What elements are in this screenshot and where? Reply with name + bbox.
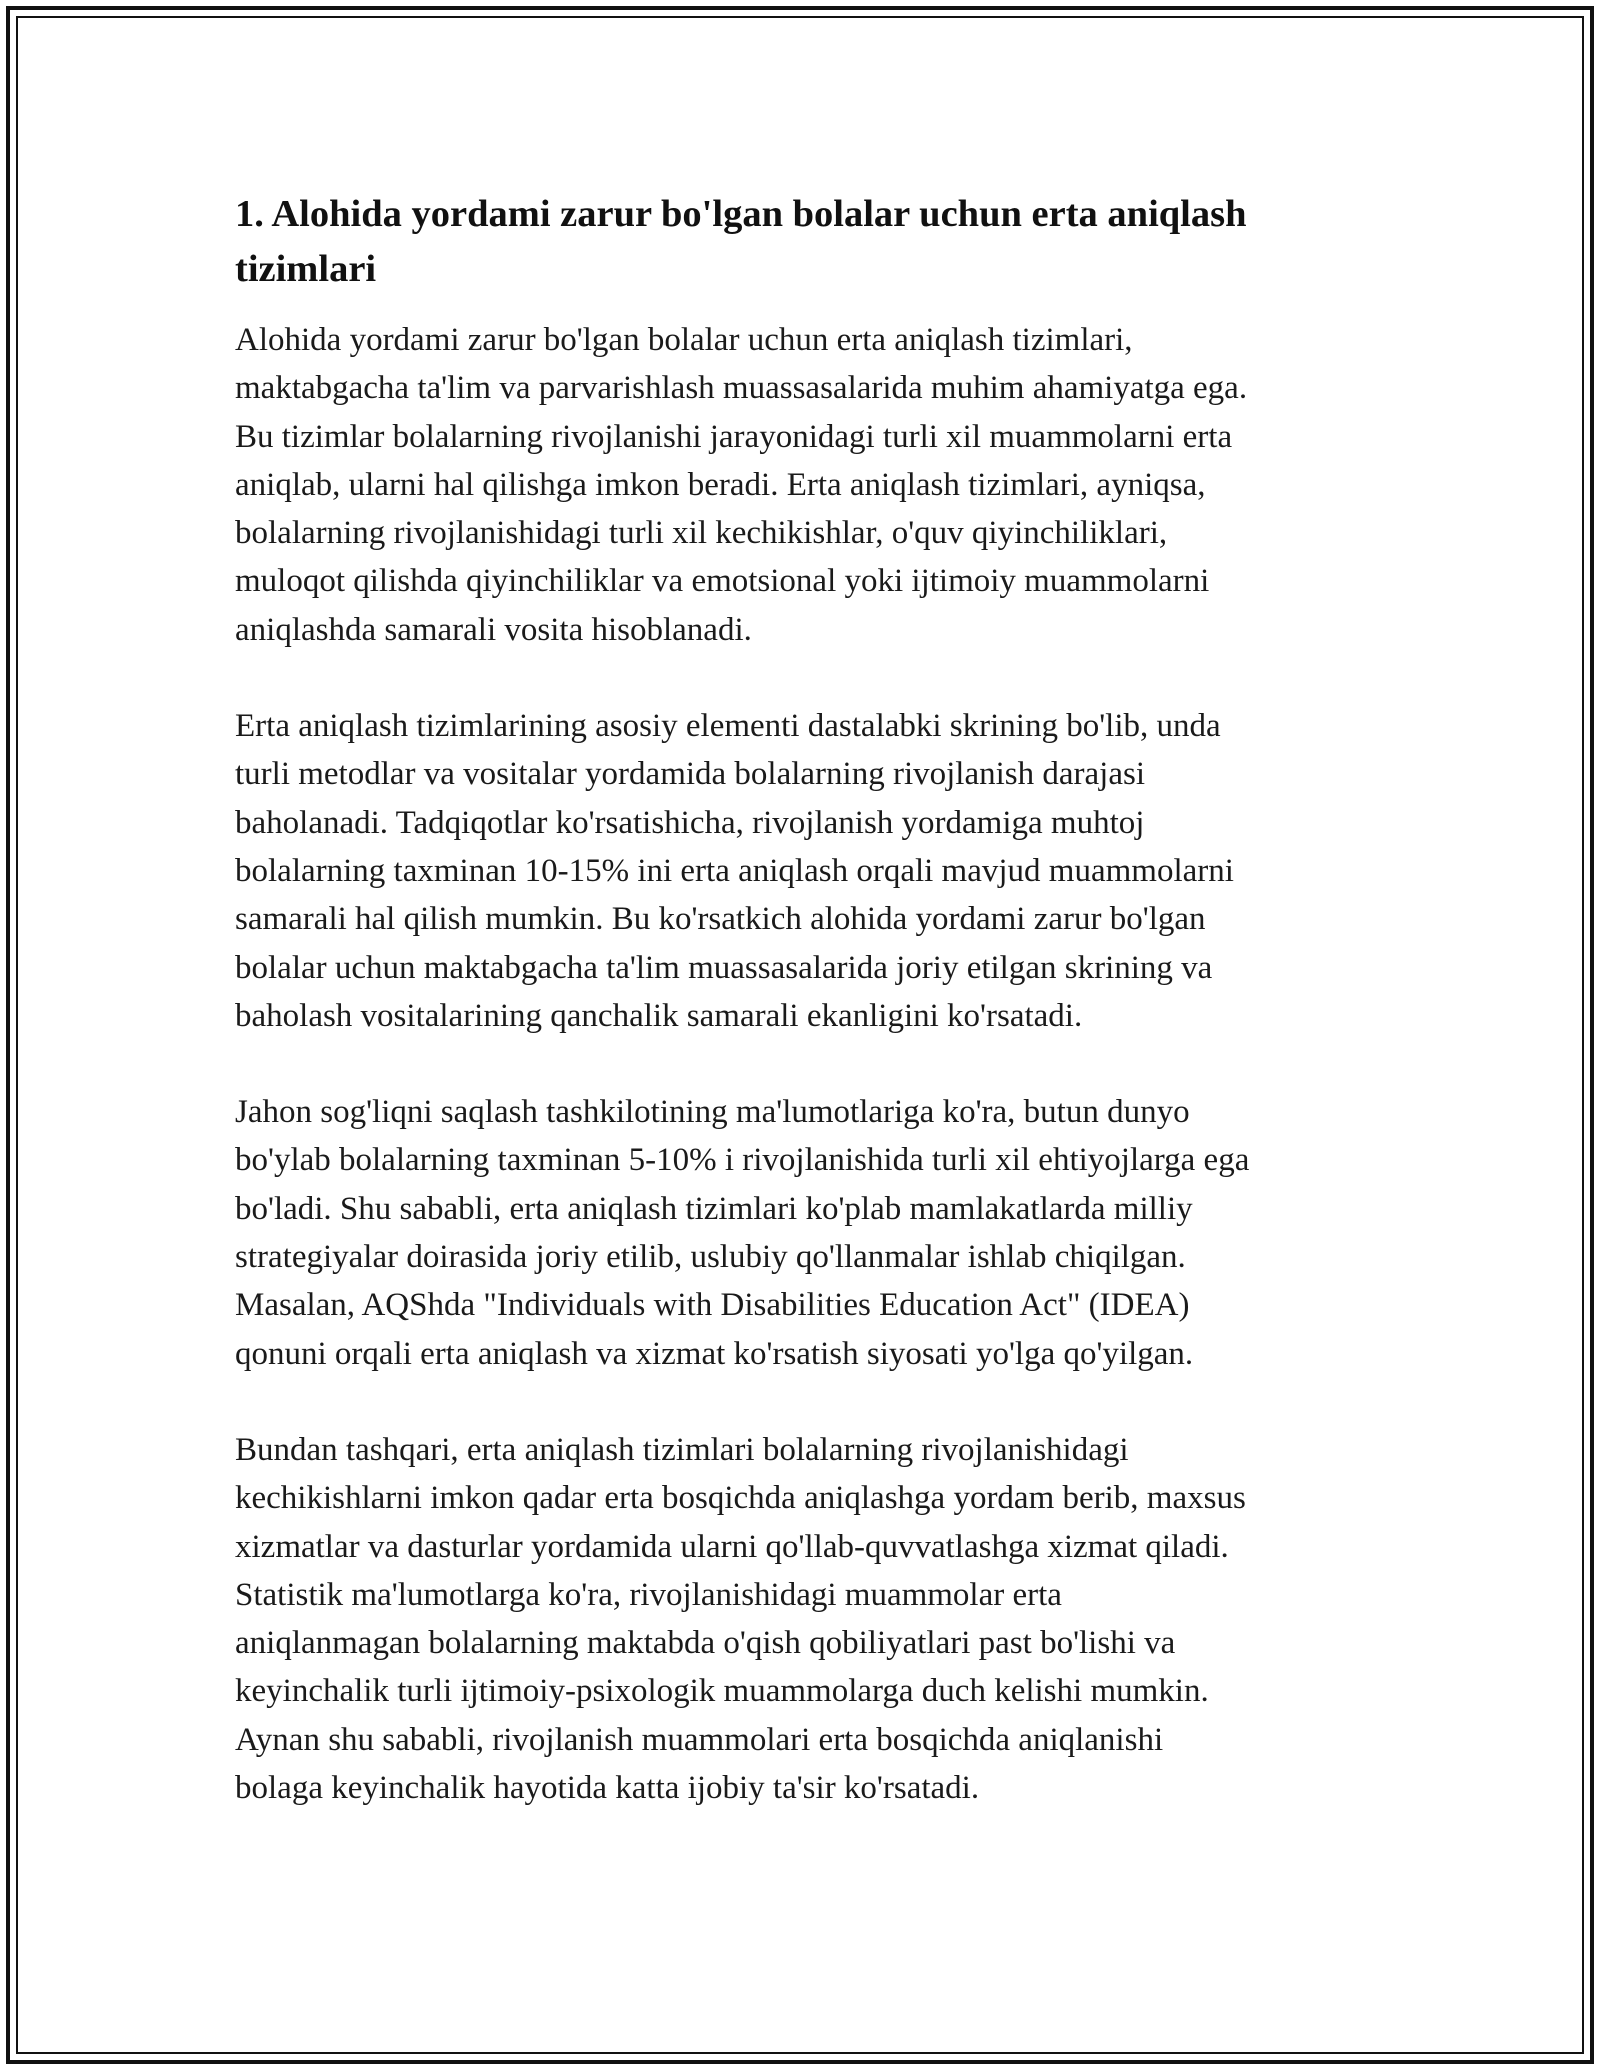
- section-heading: 1. Alohida yordami zarur bo'lgan bolalar uchun erta aniqlash tizimlari: [235, 193, 1247, 290]
- paragraph-3: Jahon sog'liqni saqlash tashkilotining ma'lumotlariga ko'ra, butun dunyo bo'ylab bolalarning taxminan 5-10% i rivojlanishida turli xil ehtiyojlarga ega bo'ladi. Shu sababli, erta aniqlash tizimlari ko'plab mamlakatlarda milliy strategiyalar doirasida joriy etilib, uslubiy qo'llanmalar ishlab chiqilgan. Masalan, AQShda "Individuals with Disabilities Education Act" (IDEA) qonuni orqali erta aniqlash va xizmat ko'rsatish siyosati yo'lga qo'yilgan.: [235, 1094, 1250, 1372]
- paragraph-1: Alohida yordami zarur bo'lgan bolalar uchun erta aniqlash tizimlari, maktabgacha ta'lim va parvarishlash muassasalarida muhim ahamiyatga ega. Bu tizimlar bolalarning rivojlanishi jarayonidagi turli xil muammolarni erta aniqlab, ularni hal qilishga imkon beradi. Erta aniqlash tizimlari, ayniqsa, bolalarning rivojlanishidagi turli xil kechikishlar, o'quv qiyinchiliklari, muloqot qilishda qiyinchiliklar va emotsional yoki ijtimoiy muammolarni aniqlashda samarali vosita hisoblanadi.: [235, 322, 1248, 648]
- document-content: [235, 187, 1375, 1860]
- paragraph-4: Bundan tashqari, erta aniqlash tizimlari bolalarning rivojlanishidagi kechikishlarni imkon qadar erta bosqichda aniqlashga yordam berib, maxsus xizmatlar va dasturlar yordamida ularni qo'llab-quvvatlashga xizmat qiladi. Statistik ma'lumotlarga ko'ra, rivojlanishidagi muammolar erta aniqlanmagan bolalarning maktabda o'qish qobiliyatlari past bo'lishi va keyinchalik turli ijtimoiy-psixologik muammolarga duch kelishi mumkin. Aynan shu sababli, rivojlanish muammolari erta bosqichda aniqlanishi bolaga keyinchalik hayotida katta ijobiy ta'sir ko'rsatadi.: [235, 1431, 1246, 1807]
- paragraph-2: Erta aniqlash tizimlarining asosiy elementi dastalabki skrining bo'lib, unda turli metodlar va vositalar yordamida bolalarning rivojlanish darajasi baholanadi. Tadqiqotlar ko'rsatishicha, rivojlanish yordamiga muhtoj bolalarning taxminan 10-15% ini erta aniqlash orqali mavjud muammolarni samarali hal qilish mumkin. Bu ko'rsatkich alohida yordami zarur bo'lgan bolalar uchun maktabgacha ta'lim muassasalarida joriy etilgan skrining va baholash vositalarining qanchalik samarali ekanligini ko'rsatadi.: [235, 708, 1234, 1034]
